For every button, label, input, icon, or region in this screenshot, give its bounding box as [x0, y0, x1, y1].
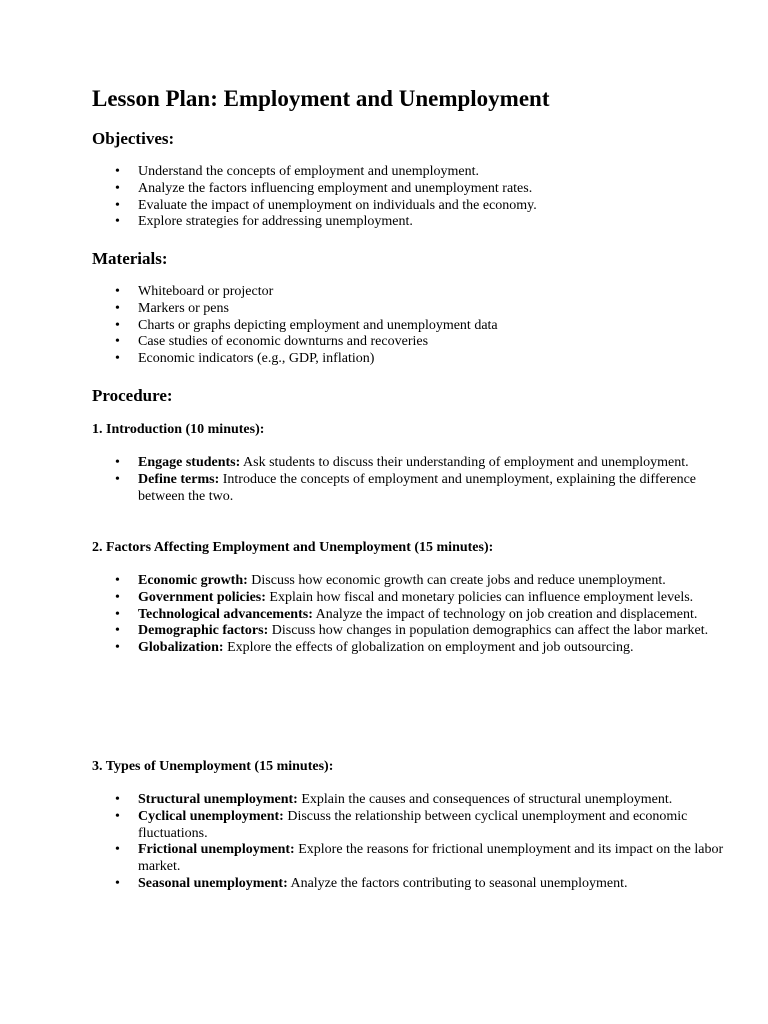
list-item	[138, 809, 738, 843]
list-item: • Explore strategies for addressing unemployment.	[138, 214, 738, 231]
item-term: Government policies:	[138, 589, 266, 605]
item-term: Engage students:	[138, 455, 241, 470]
item-text: Explain the causes and consequences of structural unemployment.	[297, 792, 673, 807]
list-item: • Understand the concepts of employment and unemployment.	[138, 164, 738, 181]
list-item: • Analyze the factors influencing employment and unemployment rates.	[138, 181, 738, 198]
list-item	[138, 455, 738, 472]
item-term: Economic growth:	[138, 573, 248, 588]
item-text: Discuss how economic growth can create jobs and reduce unemployment.	[247, 573, 666, 588]
introduction-list	[92, 455, 738, 505]
item-text: Introduce the concepts of employment and unemployment, explaining the difference between the two.	[138, 471, 697, 504]
item-term: Technological advancements:	[138, 606, 313, 622]
item-term: Frictional unemployment:	[138, 842, 295, 858]
item-text: Ask students to discuss their understanding of employment and unemployment.	[240, 455, 689, 470]
item-term: Demographic factors:	[138, 623, 269, 639]
materials-list	[92, 284, 738, 368]
list-item: • Charts or graphs depicting employment and unemployment data	[138, 318, 738, 335]
list-item: • Markers or pens	[138, 301, 738, 318]
list-item: • Evaluate the impact of unemployment on individuals and the economy.	[138, 198, 738, 215]
materials-heading: Materials:	[92, 249, 168, 268]
types-list	[92, 792, 738, 893]
list-item	[138, 607, 738, 624]
page-title: Lesson Plan: Employment and Unemployment	[92, 86, 550, 111]
list-item: • Whiteboard or projector	[138, 284, 738, 301]
item-text: Analyze the factors contributing to seasonal unemployment.	[287, 875, 628, 891]
list-item: • Economic indicators (e.g., GDP, inflation)	[138, 351, 738, 368]
list-item	[138, 842, 738, 876]
item-text: Explore the reasons for frictional unemployment and its impact on the labor market.	[138, 842, 724, 875]
item-term: Structural unemployment:	[138, 792, 298, 807]
procedure-heading: Procedure:	[92, 386, 173, 405]
item-term: Define terms:	[138, 471, 220, 487]
list-item	[138, 640, 738, 657]
item-text: Discuss how changes in population demographics can affect the labor market.	[268, 623, 709, 639]
types-heading: 3. Types of Unemployment (15 minutes):	[92, 759, 334, 774]
list-item	[138, 472, 738, 506]
item-term: Globalization:	[138, 640, 224, 656]
item-text: Analyze the impact of technology on job creation and displacement.	[312, 606, 698, 622]
objectives-list	[92, 164, 738, 231]
list-item	[138, 623, 738, 640]
item-text: Explore the effects of globalization on employment and job outsourcing.	[223, 640, 634, 656]
objectives-heading: Objectives:	[92, 129, 175, 148]
item-text: Discuss the relationship between cyclical unemployment and economic fluctuations.	[138, 808, 688, 841]
list-item	[138, 876, 738, 893]
list-item	[138, 573, 738, 590]
item-text: Explain how fiscal and monetary policies can influence employment levels.	[265, 589, 694, 605]
item-term: Seasonal unemployment:	[138, 875, 288, 891]
factors-list	[92, 573, 738, 657]
list-item	[138, 792, 738, 809]
list-item	[138, 590, 738, 607]
list-item: • Case studies of economic downturns and recoveries	[138, 334, 738, 351]
introduction-heading: 1. Introduction (10 minutes):	[92, 422, 265, 437]
item-term: Cyclical unemployment:	[138, 808, 284, 824]
factors-heading: 2. Factors Affecting Employment and Unemployment (15 minutes):	[92, 540, 494, 555]
